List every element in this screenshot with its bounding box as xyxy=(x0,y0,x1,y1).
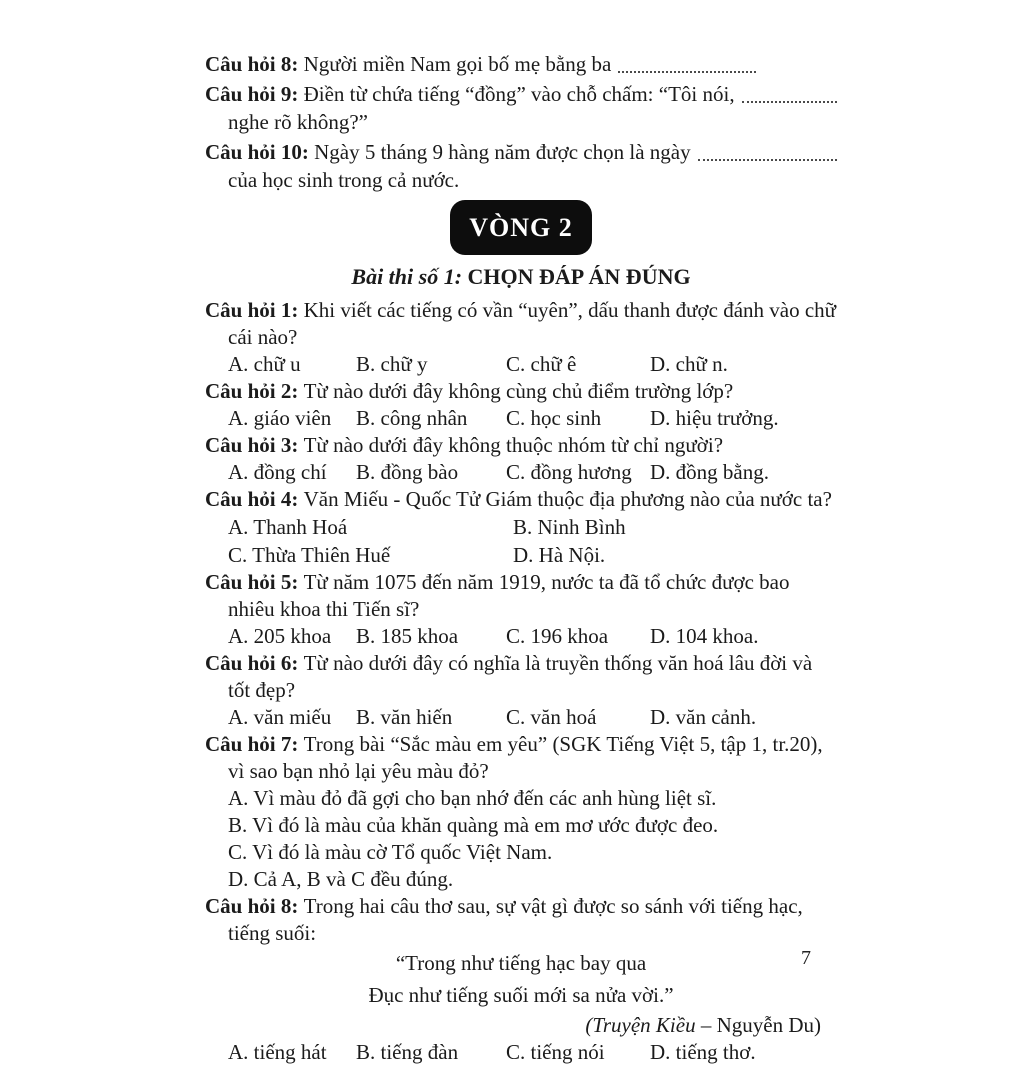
option-item: D. văn cảnh. xyxy=(650,705,757,729)
option-item: A. đồng chí xyxy=(228,460,327,484)
option-item: D. tiếng thơ. xyxy=(650,1040,756,1064)
option-item: C. chữ ê xyxy=(506,352,577,376)
options-row xyxy=(205,405,837,432)
option-item: C. 196 khoa xyxy=(506,624,609,648)
question-text: Khi viết các tiếng có vần “uyên”, dấu thanh được đánh vào chữ cái nào? xyxy=(228,298,837,349)
options-grid xyxy=(205,513,837,569)
option-item: D. chữ n. xyxy=(650,352,728,376)
option-item: A. văn miếu xyxy=(228,705,332,729)
question-text: Trong hai câu thơ sau, sự vật gì được so sánh với tiếng hạc, tiếng suối: xyxy=(228,894,803,945)
option-item: C. học sinh xyxy=(506,406,602,430)
question-continuation: nghe rõ không?” xyxy=(228,110,368,134)
option-item: C. văn hoá xyxy=(506,705,597,729)
question-label: Câu hỏi 4: xyxy=(205,487,299,511)
question-text: Từ nào dưới đây có nghĩa là truyền thống văn hoá lâu đời và tốt đẹp? xyxy=(228,651,813,702)
option-item: B. 185 khoa xyxy=(356,624,459,648)
round-badge-label: VÒNG 2 xyxy=(469,213,573,242)
quiz-question xyxy=(205,569,837,650)
question-label: Câu hỏi 8: xyxy=(205,52,299,76)
question-text: Ngày 5 tháng 9 hàng năm được chọn là ngày xyxy=(314,140,691,164)
quiz-section xyxy=(205,297,837,1066)
option-item: B. đồng bào xyxy=(356,460,459,484)
question-label: Câu hỏi 3: xyxy=(205,433,299,457)
dotted-blank-line xyxy=(742,100,837,103)
options-row xyxy=(205,351,837,378)
question-label: Câu hỏi 9: xyxy=(205,82,299,106)
quiz-question xyxy=(205,650,837,731)
page-number: 7 xyxy=(801,947,811,969)
option-item: C. tiếng nói xyxy=(506,1040,605,1064)
question-label: Câu hỏi 2: xyxy=(205,379,299,403)
option-item: D. đồng bằng. xyxy=(650,460,769,484)
question-line xyxy=(205,50,837,78)
option-item: D. hiệu trưởng. xyxy=(650,406,779,430)
option-item: B. chữ y xyxy=(356,352,428,376)
option-item: C. Vì đó là màu cờ Tổ quốc Việt Nam. xyxy=(228,840,553,864)
option-item: A. Thanh Hoá xyxy=(228,515,348,539)
fill-in-question xyxy=(205,50,837,78)
poem-block xyxy=(205,947,837,1039)
option-item: B. Ninh Bình xyxy=(513,515,626,539)
question-line xyxy=(205,893,837,947)
question-line xyxy=(205,486,837,513)
option-item: B. công nhân xyxy=(356,406,468,430)
quiz-question xyxy=(205,731,837,893)
question-text: Người miền Nam gọi bố mẹ bằng ba xyxy=(303,52,612,76)
question-text: Từ nào dưới đây không cùng chủ điểm trường lớp? xyxy=(303,379,734,403)
option-item: C. đồng hương xyxy=(506,460,632,484)
question-text: Văn Miếu - Quốc Tử Giám thuộc địa phương nào của nước ta? xyxy=(303,487,832,511)
options-row xyxy=(205,459,837,486)
options-list xyxy=(205,785,837,893)
option-item: A. 205 khoa xyxy=(228,624,332,648)
fill-in-section xyxy=(205,50,837,194)
fill-in-question xyxy=(205,80,837,136)
options-row xyxy=(205,704,837,731)
question-continuation: của học sinh trong cả nước. xyxy=(228,168,460,192)
question-label: Câu hỏi 5: xyxy=(205,570,299,594)
option-item: B. Vì đó là màu của khăn quàng mà em mơ ước được đeo. xyxy=(228,813,719,837)
quiz-question xyxy=(205,486,837,569)
options-row xyxy=(205,1039,837,1066)
question-label: Câu hỏi 10: xyxy=(205,140,309,164)
question-line xyxy=(205,650,837,704)
question-line xyxy=(205,731,837,785)
option-item: A. giáo viên xyxy=(228,406,332,430)
fill-in-question xyxy=(205,138,837,194)
question-text: Từ năm 1075 đến năm 1919, nước ta đã tổ chức được bao nhiêu khoa thi Tiến sĩ? xyxy=(228,570,790,621)
question-label: Câu hỏi 8: xyxy=(205,894,299,918)
poem-line: Đục như tiếng suối mới sa nửa vời.” xyxy=(368,983,674,1007)
quiz-question xyxy=(205,432,837,486)
option-item: A. Vì màu đỏ đã gợi cho bạn nhớ đến các anh hùng liệt sĩ. xyxy=(228,786,717,810)
option-item: A. tiếng hát xyxy=(228,1040,327,1064)
option-item: D. 104 khoa. xyxy=(650,624,759,648)
option-item: B. tiếng đàn xyxy=(356,1040,459,1064)
section-heading xyxy=(205,263,837,290)
attribution-work: (Truyện Kiều xyxy=(585,1013,696,1037)
option-item: C. Thừa Thiên Huế xyxy=(228,543,391,567)
question-label: Câu hỏi 7: xyxy=(205,732,299,756)
round-badge xyxy=(450,200,592,255)
quiz-question xyxy=(205,297,837,378)
poem-line: “Trong như tiếng hạc bay qua xyxy=(395,951,647,975)
round-badge-wrap xyxy=(205,200,837,255)
question-text: Trong bài “Sắc màu em yêu” (SGK Tiếng Việt 5, tập 1, tr.20), vì sao bạn nhỏ lại yêu màu đỏ? xyxy=(228,732,823,783)
question-text: Điền từ chứa tiếng “đồng” vào chỗ chấm: “Tôi nói, xyxy=(303,82,735,106)
dotted-blank-line xyxy=(618,70,756,73)
option-item: D. Cả A, B và C đều đúng. xyxy=(228,867,454,891)
question-line xyxy=(205,80,837,108)
options-row xyxy=(205,623,837,650)
poem-attribution xyxy=(205,1011,837,1039)
question-line xyxy=(205,297,837,351)
heading-title: CHỌN ĐÁP ÁN ĐÚNG xyxy=(467,264,691,289)
dotted-blank-line xyxy=(698,158,837,161)
question-text: Từ nào dưới đây không thuộc nhóm từ chỉ người? xyxy=(303,433,724,457)
question-label: Câu hỏi 6: xyxy=(205,651,299,675)
attribution-author: – Nguyễn Du) xyxy=(695,1013,821,1037)
quiz-question xyxy=(205,378,837,432)
option-item: B. văn hiến xyxy=(356,705,453,729)
heading-prefix: Bài thi số 1: xyxy=(351,264,463,289)
option-item: D. Hà Nội. xyxy=(513,543,606,567)
option-item: A. chữ u xyxy=(228,352,301,376)
question-line xyxy=(205,138,837,166)
question-line xyxy=(205,378,837,405)
quiz-question xyxy=(205,893,837,1066)
page-content xyxy=(205,50,837,1066)
question-line xyxy=(205,569,837,623)
question-line xyxy=(205,432,837,459)
question-label: Câu hỏi 1: xyxy=(205,298,299,322)
